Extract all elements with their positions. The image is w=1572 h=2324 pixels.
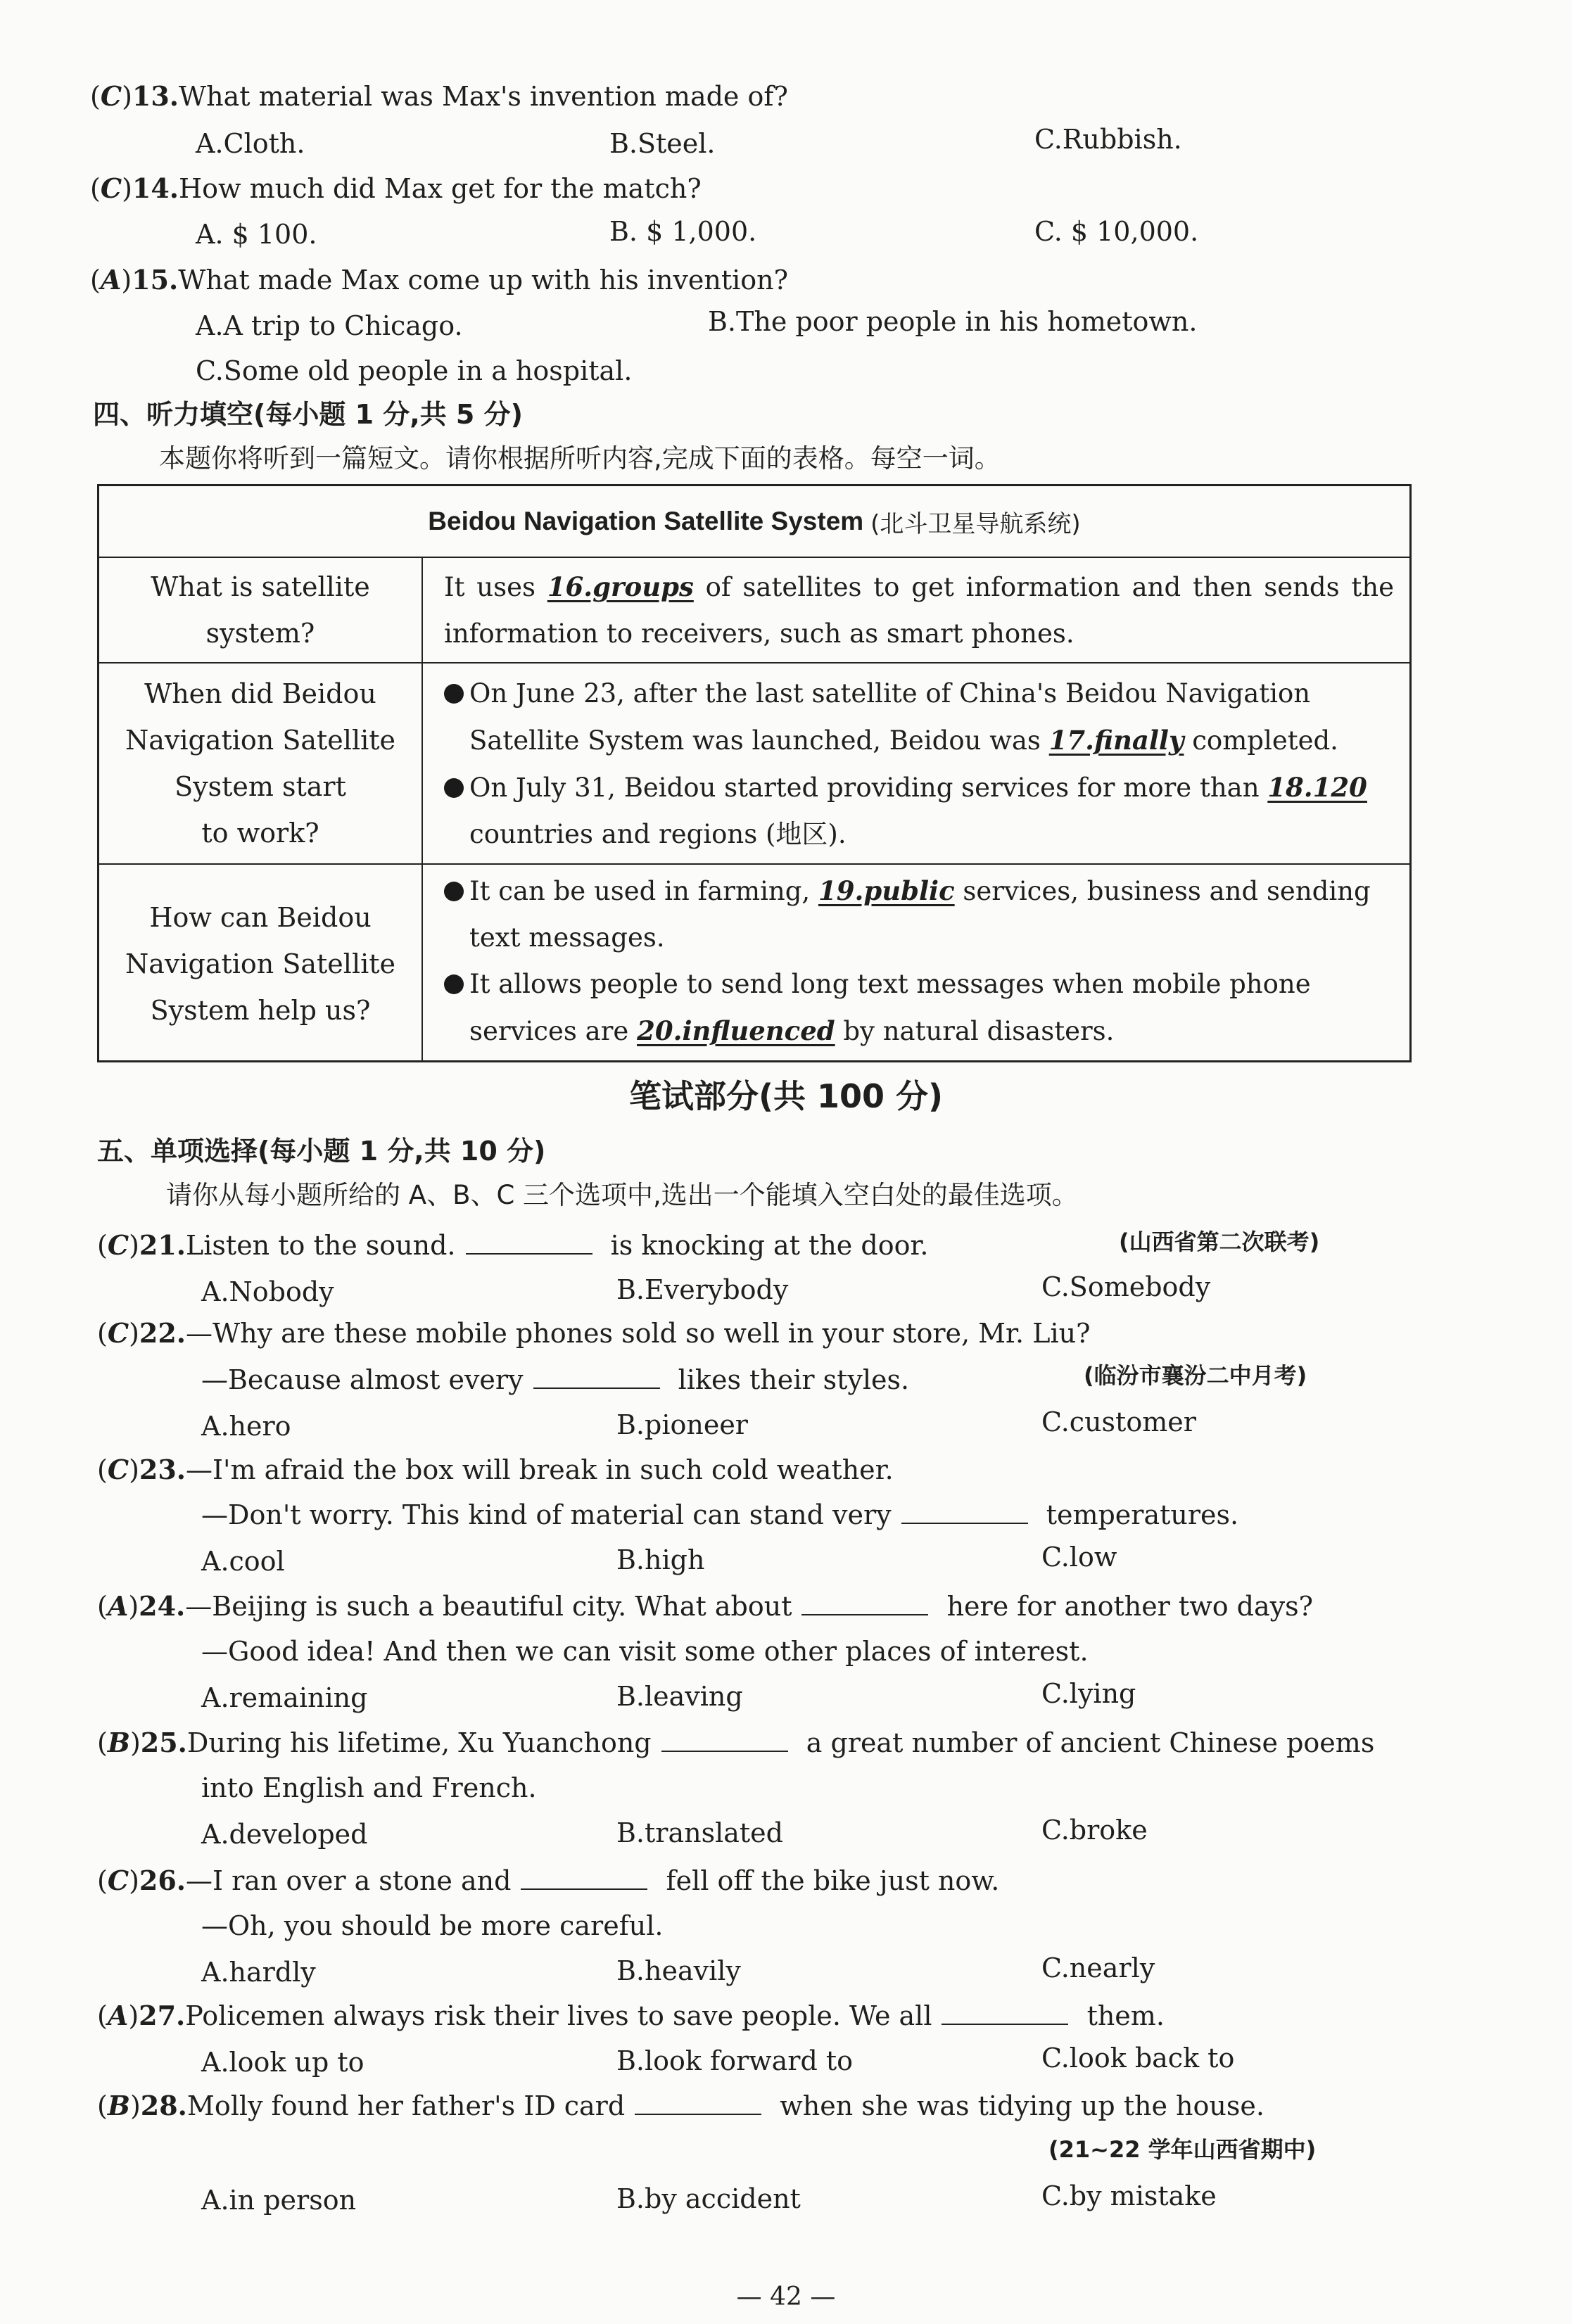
option-a: A.look up to <box>201 2047 365 2078</box>
question-stem: is knocking at the door. <box>602 1230 929 1261</box>
question-number: 15. <box>132 264 179 296</box>
question-stem: Policemen always risk their lives to save people. We all <box>185 2000 932 2031</box>
option-b: B.Steel. <box>609 128 716 159</box>
option-a: A.hardly <box>201 1957 316 1988</box>
row-answer <box>444 558 1394 668</box>
answer-25: B <box>107 1727 130 1758</box>
text: It allows people to send long text messages when mobile phone services are <box>469 969 1311 1046</box>
question-24: (A)24.—Beijing is such a beautiful city. What about here for another two days? <box>97 1590 1314 1622</box>
question-21: (C)21.Listen to the sound. is knocking at the door. <box>97 1229 929 1261</box>
option-c: C.low <box>1041 1542 1117 1573</box>
question-26: (C)26.—I ran over a stone and fell off the bike just now. <box>97 1865 1000 1896</box>
question-number: 14. <box>132 172 179 204</box>
question-stem: —Why are these mobile phones sold so well in your store, Mr. Liu? <box>186 1318 1091 1349</box>
answer-blank <box>521 1867 647 1890</box>
option-c: C.broke <box>1041 1815 1148 1846</box>
question-24-line2: —Good idea! And then we can visit some other places of interest. <box>201 1636 1089 1667</box>
question-source: (21~22 学年山西省期中) <box>1048 2136 1317 2163</box>
answer-27: A <box>107 2000 129 2031</box>
question-23-line2 <box>201 1499 1238 1531</box>
question-number: 13. <box>132 80 179 112</box>
option-a: A. $ 100. <box>196 219 317 250</box>
bullet-icon <box>444 778 464 798</box>
question-number: 26. <box>139 1865 186 1896</box>
option-b: B.leaving <box>616 1681 743 1712</box>
question-26-line2: —Oh, you should be more careful. <box>201 1910 664 1941</box>
bullet-icon <box>444 882 464 901</box>
question-27: (A)27.Policemen always risk their lives to save people. We all them. <box>97 2000 1165 2031</box>
option-a: A.Nobody <box>201 1276 334 1307</box>
answer-23: C <box>107 1454 129 1485</box>
option-a: A.remaining <box>201 1682 368 1713</box>
answer-14: C <box>100 172 122 204</box>
row-question <box>99 558 423 662</box>
question-stem: What material was Max's invention made of? <box>179 81 788 112</box>
option-a: A.hero <box>201 1411 291 1442</box>
answer-21: C <box>107 1229 129 1261</box>
question-14: (C)14.How much did Max get for the match? <box>90 172 702 204</box>
question-stem: likes their styles. <box>669 1364 910 1395</box>
section-4-instruction: 本题你将听到一篇短文。请你根据所听内容,完成下面的表格。每空一词。 <box>159 443 1001 474</box>
question-stem: here for another two days? <box>938 1591 1314 1622</box>
question-15: (A)15.What made Max come up with his invention? <box>90 264 789 296</box>
question-22-line2 <box>201 1364 909 1396</box>
option-b: B.Everybody <box>616 1274 789 1305</box>
question-stem: them. <box>1078 2000 1165 2031</box>
question-number: 23. <box>139 1454 186 1485</box>
option-a: A.cool <box>201 1546 285 1577</box>
text: On June 23, after the last satellite of China's Beidou Navigation Satellite System was launched, Beidou was <box>469 678 1311 756</box>
question-23: (C)23.—I'm afraid the box will break in such cold weather. <box>97 1454 894 1485</box>
question-number: 28. <box>140 2090 187 2121</box>
option-b: B. $ 1,000. <box>609 216 757 247</box>
blank-20: 20.influenced <box>637 1015 835 1046</box>
option-b: B.heavily <box>616 1955 741 1986</box>
row-question <box>99 865 423 1062</box>
page-number: — 42 — <box>736 2282 836 2311</box>
answer-24: A <box>107 1590 129 1622</box>
option-c: C. $ 10,000. <box>1034 216 1199 247</box>
option-c: C.by mistake <box>1041 2180 1217 2211</box>
question-source: (山西省第二次联考) <box>1119 1228 1320 1255</box>
bullet-item <box>469 868 1394 961</box>
answer-28: B <box>107 2090 130 2121</box>
question-22: (C)22.—Why are these mobile phones sold so well in your store, Mr. Liu? <box>97 1317 1091 1349</box>
option-c: C.look back to <box>1041 2043 1235 2074</box>
bullet-item <box>469 764 1394 858</box>
answer-blank <box>901 1501 1028 1524</box>
option-c: C.customer <box>1041 1407 1196 1437</box>
question-stem: Listen to the sound. <box>186 1230 456 1261</box>
question-source: (临汾市襄汾二中月考) <box>1084 1362 1307 1389</box>
table-caption-en: Beidou Navigation Satellite System <box>428 507 864 535</box>
table-caption-zh: (北斗卫星导航系统) <box>870 509 1081 538</box>
option-a: A.developed <box>201 1819 368 1850</box>
row-question-text: When did Beidou Navigation Satellite System start to work? <box>125 678 396 849</box>
answer-blank <box>466 1232 592 1255</box>
bullet-icon <box>444 684 464 704</box>
question-number: 22. <box>139 1317 186 1349</box>
answer-blank <box>942 2002 1068 2025</box>
question-number: 24. <box>139 1590 186 1622</box>
option-a: A.in person <box>201 2185 357 2216</box>
row-question-text: How can Beidou Navigation Satellite System help us? <box>125 901 396 1026</box>
question-25: (B)25.During his lifetime, Xu Yuanchong a great number of ancient Chinese poems <box>97 1727 1375 1758</box>
option-b: B.look forward to <box>616 2045 854 2076</box>
question-stem: What made Max come up with his invention? <box>178 265 789 296</box>
option-c: C.Somebody <box>1041 1271 1211 1302</box>
table-caption <box>99 486 1409 557</box>
text: It can be used in farming, <box>469 876 818 906</box>
question-13: (C)13.What material was Max's invention made of? <box>90 80 788 112</box>
option-c: C.nearly <box>1041 1952 1155 1983</box>
option-c: C.Rubbish. <box>1034 124 1182 155</box>
text: services, business and sending text messages. <box>469 876 1371 953</box>
section-5-title: 五、单项选择(每小题 1 分,共 10 分) <box>97 1136 546 1167</box>
bullet-item <box>469 671 1394 764</box>
table-row <box>99 662 1409 863</box>
question-stem: During his lifetime, Xu Yuanchong <box>186 1727 652 1758</box>
answer-13: C <box>100 80 122 112</box>
question-stem: when she was tidying up the house. <box>771 2090 1264 2121</box>
question-number: 25. <box>140 1727 187 1758</box>
question-stem: —Don't worry. This kind of material can stand very <box>201 1499 892 1530</box>
question-stem: a great number of ancient Chinese poems <box>797 1727 1375 1758</box>
blank-19: 19.public <box>818 875 955 906</box>
answer-15: A <box>100 264 122 296</box>
question-number: 21. <box>139 1229 186 1261</box>
text: of satellites to get information and then sends the information to receivers, such as smart phones. <box>444 572 1394 649</box>
section-4-title: 四、听力填空(每小题 1 分,共 5 分) <box>93 399 523 430</box>
section-5-instruction: 请你从每小题所给的 A、B、C 三个选项中,选出一个能填入空白处的最佳选项。 <box>166 1180 1078 1210</box>
question-stem: How much did Max get for the match? <box>179 173 702 204</box>
answer-blank <box>635 2093 761 2115</box>
blank-16: 16.groups <box>547 571 694 602</box>
row-answer <box>444 865 1394 1065</box>
text: countries and regions (地区). <box>469 819 847 849</box>
option-b: B.The poor people in his hometown. <box>708 306 1198 337</box>
blank-18: 18.120 <box>1267 772 1367 803</box>
option-b: B.pioneer <box>616 1409 748 1440</box>
option-a: A.A trip to Chicago. <box>196 310 463 341</box>
beidou-table <box>97 484 1412 1062</box>
answer-blank <box>801 1593 928 1615</box>
question-number: 27. <box>139 2000 186 2031</box>
option-b: B.by accident <box>616 2183 801 2214</box>
question-stem: —Beijing is such a beautiful city. What about <box>185 1591 792 1622</box>
written-part-title: 笔试部分(共 100 分) <box>628 1077 944 1115</box>
table-row <box>99 863 1409 1062</box>
text: On July 31, Beidou started providing services for more than <box>469 773 1268 803</box>
answer-blank <box>533 1366 660 1389</box>
bullet-item <box>469 961 1394 1055</box>
question-28: (B)28.Molly found her father's ID card when she was tidying up the house. <box>97 2090 1264 2121</box>
answer-26: C <box>107 1865 129 1896</box>
question-stem: —Because almost every <box>201 1364 524 1395</box>
text: by natural disasters. <box>835 1016 1115 1046</box>
answer-blank <box>661 1729 788 1752</box>
option-c: C.Some old people in a hospital. <box>196 355 633 386</box>
option-b: B.high <box>616 1544 705 1575</box>
answer-22: C <box>107 1317 129 1349</box>
question-stem: fell off the bike just now. <box>657 1865 1000 1896</box>
row-question-text: What is satellite system? <box>151 571 370 649</box>
option-b: B.translated <box>616 1817 783 1848</box>
row-question <box>99 663 423 863</box>
table-row <box>99 557 1409 662</box>
option-c: C.lying <box>1041 1678 1136 1709</box>
question-stem: —I ran over a stone and <box>186 1865 512 1896</box>
question-stem: Molly found her father's ID card <box>186 2090 626 2121</box>
text: completed. <box>1184 725 1338 756</box>
question-25-line2: into English and French. <box>201 1772 537 1803</box>
bullet-icon <box>444 974 464 994</box>
row-answer <box>444 663 1394 870</box>
option-a: A.Cloth. <box>196 128 305 159</box>
question-stem: —I'm afraid the box will break in such cold weather. <box>186 1454 894 1485</box>
blank-17: 17.finally <box>1048 725 1184 756</box>
question-stem: temperatures. <box>1037 1499 1239 1530</box>
text: It uses <box>444 572 547 602</box>
